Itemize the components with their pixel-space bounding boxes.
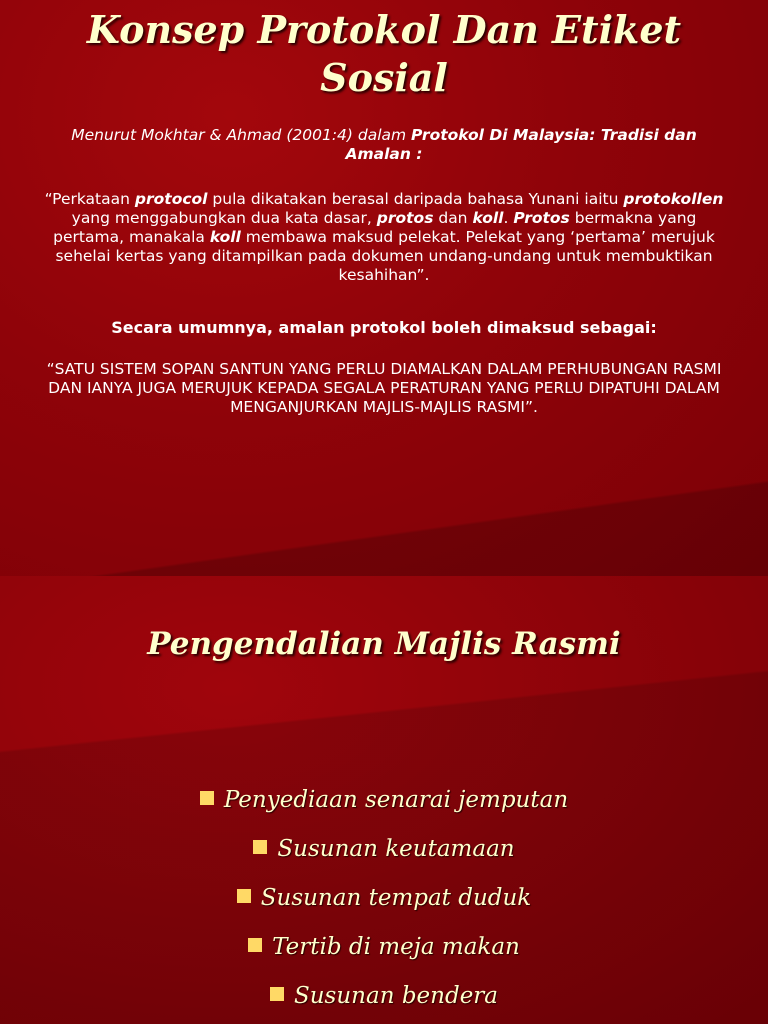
list-item <box>0 825 768 874</box>
list-item-label: Tertib di meja makan <box>272 934 520 960</box>
quote-text: . <box>503 209 514 227</box>
definition-quote: “SATU SISTEM SOPAN SANTUN YANG PERLU DIAMALKAN DALAM PERHUBUNGAN RASMI DAN IANYA JUGA MERUJUK KEPADA SEGALA PERATURAN YANG PERLU DIPATUHI DALAM MENGANJURKAN MAJLIS-MAJLIS RASMI”. <box>46 360 722 416</box>
square-bullet-icon <box>253 840 267 854</box>
term-protos: Protos <box>513 209 570 227</box>
term-koll: koll <box>472 209 504 227</box>
quote-text: “Perkataan <box>44 190 135 208</box>
slide-majlis-rasmi <box>0 576 768 1024</box>
square-bullet-icon <box>248 938 262 952</box>
intro-suffix: : <box>410 145 423 163</box>
term-protocol: protocol <box>134 190 208 208</box>
term-koll: koll <box>209 228 241 246</box>
intro-prefix: Menurut Mokhtar & Ahmad (2001:4) dalam <box>71 126 412 144</box>
summary-heading: Secara umumnya, amalan protokol boleh dimaksud sebagai: <box>111 318 657 337</box>
quote-text: bermakna yang pertama, manakala <box>53 209 697 246</box>
list-item-label: Susunan tempat duduk <box>260 885 532 911</box>
square-bullet-icon <box>270 987 284 1001</box>
list-item-label: Penyediaan senarai jemputan <box>223 787 569 813</box>
quote-text: pula dikatakan berasal daripada bahasa Yunani iaitu <box>207 190 624 208</box>
book-title: Protokol Di Malaysia: Tradisi dan Amalan <box>345 126 697 163</box>
square-bullet-icon <box>200 791 214 805</box>
list-item-label: Susunan bendera <box>293 983 499 1009</box>
list-item-label: Susunan keutamaan <box>277 836 515 862</box>
list-item <box>0 776 768 825</box>
list-item <box>0 923 768 972</box>
term-protos: protos <box>376 209 434 227</box>
bullet-list <box>0 776 768 1021</box>
quote-text: yang menggabungkan dua kata dasar, <box>71 209 377 227</box>
square-bullet-icon <box>237 889 251 903</box>
slide-title: Konsep Protokol Dan Etiket Sosial <box>86 7 682 100</box>
quote-text: dan <box>433 209 473 227</box>
slide-title: Pengendalian Majlis Rasmi <box>147 626 621 662</box>
etymology-quote <box>40 190 728 285</box>
term-protokollen: protokollen <box>623 190 724 208</box>
list-item <box>0 972 768 1021</box>
intro-citation <box>40 126 728 164</box>
list-item <box>0 874 768 923</box>
quote-text: membawa maksud pelekat. Pelekat yang ‘pertama’ merujuk sehelai kertas yang ditampilkan pada dokumen undang-undang untuk membuktikan kesahihan”. <box>55 228 715 284</box>
